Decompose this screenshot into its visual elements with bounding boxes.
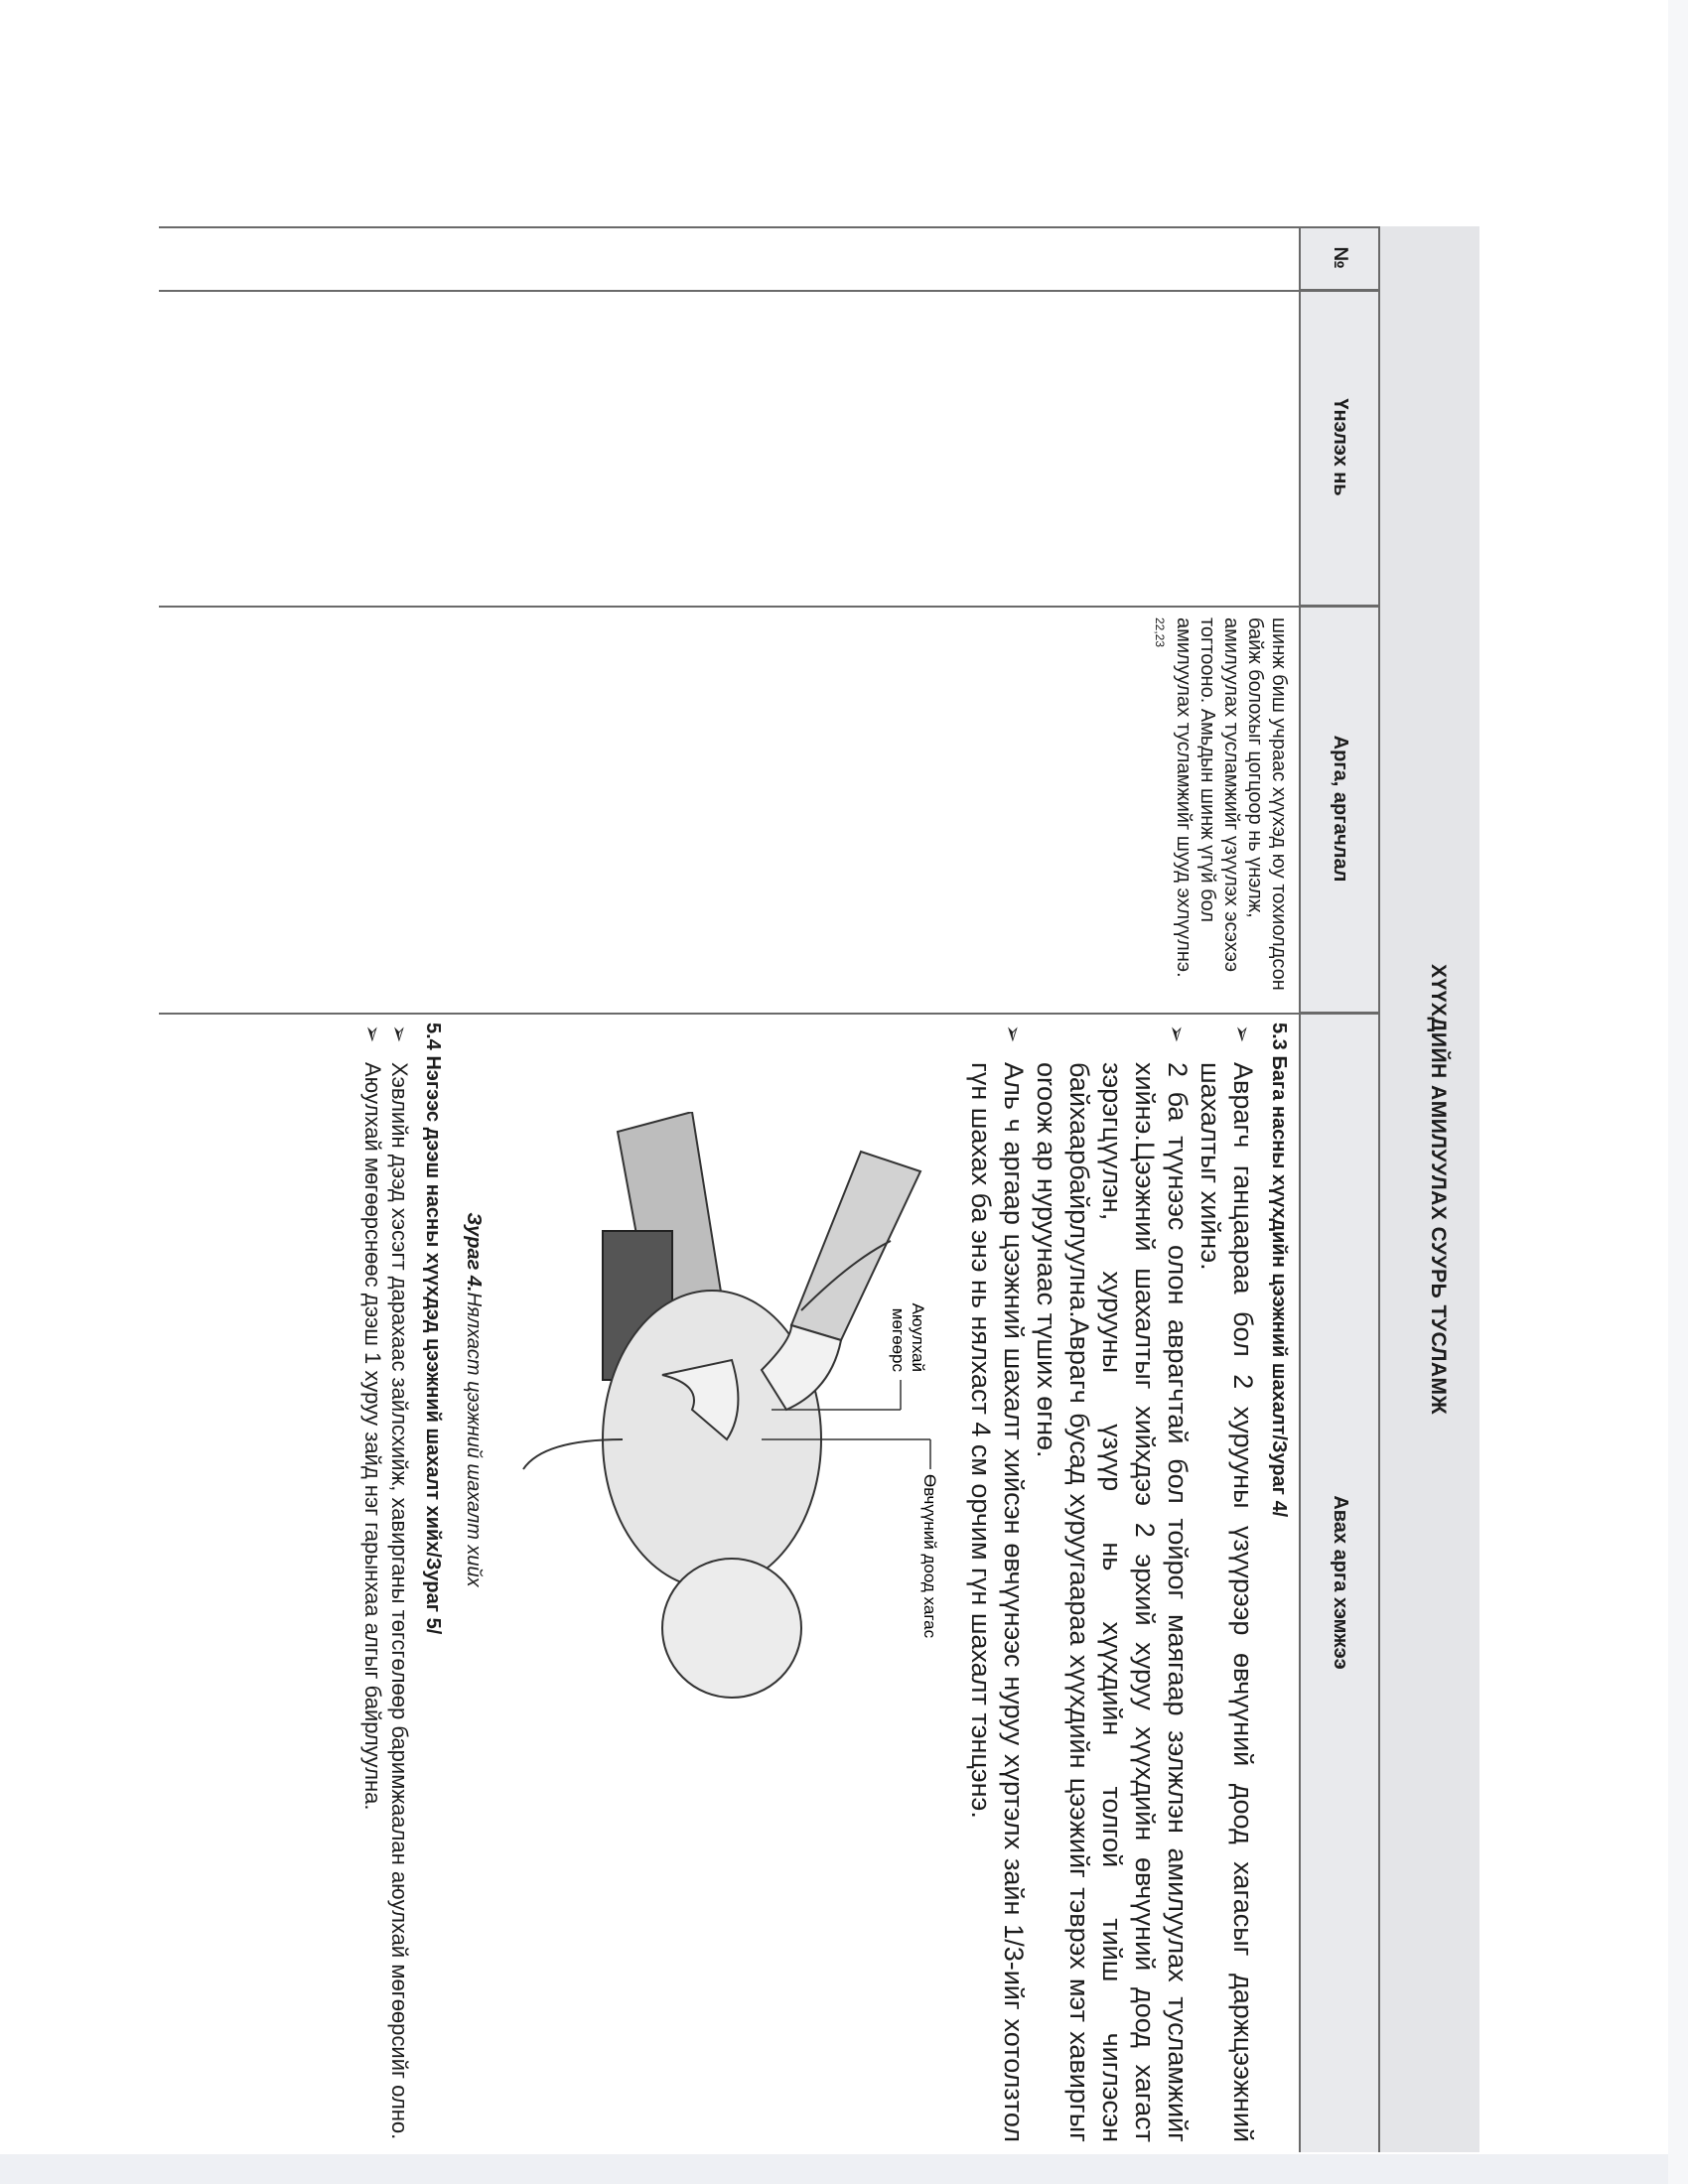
caption-label: Зураг 4. — [463, 1212, 485, 1293]
method-reference: 22,23 — [1153, 617, 1167, 648]
header-assessment: Үнэлэх нь — [1301, 290, 1380, 606]
list-item — [386, 1023, 413, 2142]
col-border — [159, 226, 1380, 228]
col-border — [159, 290, 1380, 292]
infant-cpr-illustration — [493, 1112, 960, 1707]
list-item-text: Хэвлийн дээд хэсэгт дарахаас зайлсхийж, хавирганы төгсгөлөөр баримжаалан аюулхай мөгөөрсийг олно. — [387, 1062, 412, 2140]
arrow-bullet-icon: ➢ — [360, 1024, 385, 1043]
document-title: ХҮҮХДИЙН АМИЛУУЛАХ СУУРЬ ТУСЛАМЖ — [1427, 964, 1450, 1415]
list-item — [1030, 1023, 1194, 2142]
section-5-3-heading: 5.3 Бага насны хүүхдийн цээжний шахалт/Зураг 4/ — [1268, 1023, 1290, 1518]
arrow-bullet-icon: ➢ — [1165, 1024, 1190, 1043]
caption-text: Нялхаст цээжний шахалт хийх — [463, 1292, 485, 1587]
label-lower-sternum: Өвчүүний доод хагас — [920, 1474, 939, 1639]
arrow-bullet-icon: ➢ — [387, 1024, 412, 1043]
list-item — [359, 1023, 386, 2142]
infant-head — [662, 1559, 801, 1698]
list-item — [1194, 1023, 1259, 2142]
figure-caption — [457, 1023, 490, 1777]
action-cell — [359, 1013, 1301, 2152]
section-5-4-heading: 5.4 Нэгээс дээш насны хүүхдэд цээжний шахалт хийх/Зураг 5/ — [422, 1023, 444, 1635]
label-xiphoid: Аюулхай — [909, 1302, 927, 1372]
method-cell — [1132, 606, 1301, 1013]
header-number: № — [1301, 226, 1380, 290]
header-action: Авах арга хэмжээ — [1301, 1013, 1380, 2152]
list-item-text: Аль ч аргаар цээжний шахалт хийсэн өвчүүнээс нуруу хүртэлх зайн 1/3-ийг хотолзтол гүн шахах ба энэ нь нялхаст 4 см орчим гүн шахалт тэнцэнэ. — [966, 1062, 1029, 2142]
method-text: шинж биш учраас хүүхэд юу тохиолдсон байж болохыг цогцоор нь үнэлж, амилуулах тусламжийг үзүүлэх эсэхээ тогтооно. Амьдын шинж үгүй бол амилуулах тусламжийг шууд эхлүүлнэ. — [1173, 617, 1290, 991]
arrow-bullet-icon: ➢ — [1230, 1024, 1255, 1043]
list-item-text: Аюулхай мөгөөрснөөс дээш 1 хуруу зайд нэг гарынхаа алгыг байрлуулна. — [360, 1062, 385, 1811]
rotated-document — [159, 226, 1479, 2152]
scan-right-edge — [1668, 0, 1688, 2184]
label-xiphoid-2: мөгөөрс — [889, 1307, 908, 1372]
infant-compression-figure — [493, 1112, 960, 1707]
list-item — [964, 1023, 1030, 2142]
list-item-text: 2 ба түүнээс олон аврагчтай бол тойрог маягаар зэлжлэн амилуулах тусламжийг хийнэ.Цээжний шахалтыг хийхдээ 2 эрхий хуруу хүүхдийн өвчүүний доод хагаст зэрэгцүүлэн, хурууны үзүүр нь хүүхдийн толгой тийш чиглэсэн байхаарбайрлуулна.Аврагч бусад хуруугаараа хүүхдийн цээжийг тэврэх мэт хавиргыг оroож ар нуруунаас түших өгнө. — [1032, 1062, 1193, 2142]
scan-bottom-edge — [0, 2154, 1688, 2184]
section-5-4-list — [359, 1023, 413, 2142]
arrow-bullet-icon: ➢ — [1001, 1024, 1026, 1043]
header-method: Арга, аргачлал — [1301, 606, 1380, 1013]
section-5-3-list — [964, 1023, 1259, 2142]
list-item-text: Аврагч ганцаараа бол 2 хурууны үзүүрээр өвчүүний доод хагасыг даржцээжний шахалтыг хийнэ. — [1196, 1062, 1258, 2142]
protocol-table — [159, 226, 1380, 2152]
table-top-border — [1379, 226, 1381, 2152]
